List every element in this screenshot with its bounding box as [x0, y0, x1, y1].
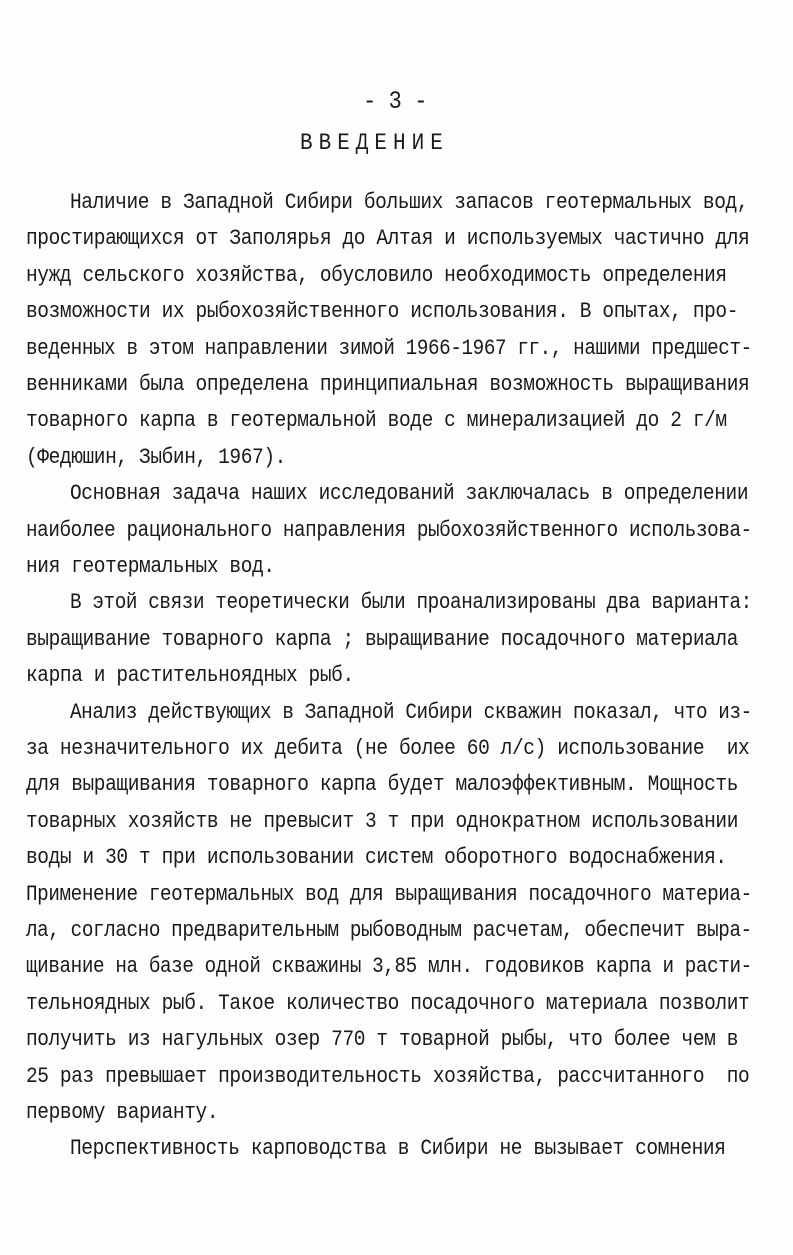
text-line: Перспективность карповодства в Сибири не вызывает сомнения: [70, 1136, 726, 1162]
text-line: карпа и растительноядных рыб.: [26, 663, 354, 688]
text-line: (Федюшин, Зыбин, 1967).: [26, 444, 286, 470]
text-line: получить из нагульных озер 770 т товарной рыбы, что более чем в: [26, 1027, 739, 1052]
text-line: первому варианту.: [26, 1100, 219, 1125]
text-line: нужд сельского хозяйства, обусловило необходимость определения: [26, 262, 727, 288]
page-number: - 3 -: [363, 88, 428, 116]
text-line: щивание на базе одной скважины 3,85 млн. годовиков карпа и расти-: [26, 954, 752, 980]
text-line: Применение геотермальных вод для выращивания посадочного материа-: [26, 881, 752, 907]
text-line: для выращивания товарного карпа будет малоэффективным. Мощность: [26, 772, 739, 798]
text-line: Основная задача наших исследований заключалась в определении: [70, 481, 749, 506]
text-line: тельноядных рыб. Такое количество посадочного материала позволит: [26, 990, 750, 1016]
text-line: Анализ действующих в Западной Сибири скважин показал, что из-: [70, 699, 752, 725]
text-line: ла, согласно предварительным рыбоводным расчетам, обеспечит выра-: [26, 918, 752, 943]
text-line: веденных в этом направлении зимой 1966-1967 гг., нашими предшест-: [26, 335, 752, 361]
text-line: 25 раз превышает производительность хозяйства, рассчитанного по: [26, 1063, 750, 1089]
text-line: венниками была определена принципиальная возможность выращивания: [26, 372, 750, 397]
text-line: Наличие в Западной Сибири больших запасов геотермальных вод,: [70, 190, 749, 215]
text-line: товарного карпа в геотермальной воде с минерализацией до 2 г/м: [26, 408, 727, 434]
text-line: ния геотермальных вод.: [26, 554, 275, 579]
text-line: за незначительного их дебита (не более 60 л/с) использование их: [26, 736, 750, 761]
text-line: простирающихся от Заполярья до Алтая и используемых частично для: [26, 226, 750, 252]
text-line: наиболее рационального направления рыбохозяйственного использова-: [26, 517, 752, 543]
text-line: В этой связи теоретически были проанализированы два варианта:: [70, 590, 752, 616]
text-line: воды и 30 т при использовании систем оборотного водоснабжения.: [26, 845, 727, 870]
text-line: товарных хозяйств не превысит 3 т при однократном использовании: [26, 808, 739, 834]
section-heading: ВВЕДЕНИЕ: [300, 131, 449, 157]
text-line: выращивание товарного карпа ; выращивание посадочного материала: [26, 626, 739, 652]
text-line: возможности их рыбохозяйственного использования. В опытах, про-: [26, 299, 739, 324]
